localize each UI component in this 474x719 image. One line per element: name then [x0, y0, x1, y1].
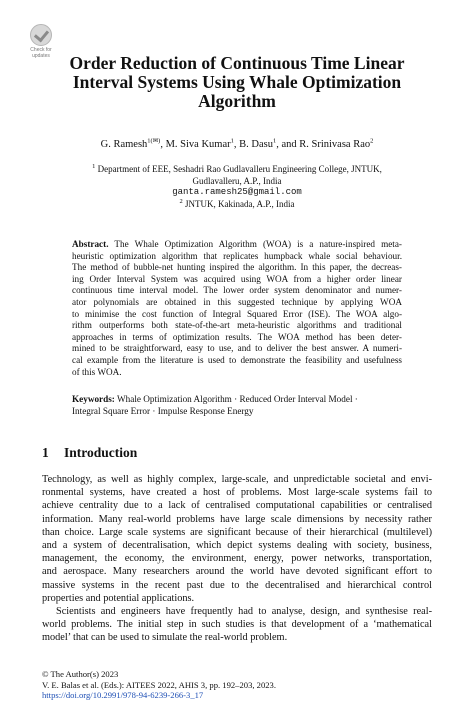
abstract-line: of this WOA.	[72, 366, 122, 377]
affiliation-1-city: Gudlavalleru, A.P., India	[192, 175, 282, 186]
keywords-label: Keywords:	[72, 394, 115, 404]
body-line: achieve centrality due to a lack of centralised computational capabilities or centralised	[42, 500, 432, 512]
abstract-line: to minimise the cost function of Integral Squared Error (ISE). The WOA algo-	[72, 308, 402, 319]
body-line: information. Many real-world problems have large scale dimensions by necessity rather	[42, 513, 432, 525]
paper-title	[60, 54, 414, 111]
keywords-line: Integral Square Error · Impulse Response Energy	[72, 405, 254, 416]
abstract-line: rithm outperforms both state-of-the-art meta-heuristic algorithms and traditional	[72, 320, 402, 331]
abstract-line: ator polynomials are obtained in this suggested technique by applying WOA	[72, 296, 402, 307]
badge-label: Check for updates	[30, 47, 52, 59]
body-line: Technology, as well as highly complex, large-scale, and unpredictable societal and envi-	[42, 474, 432, 485]
check-for-updates-icon	[30, 24, 52, 46]
abstract-line: The method of bubble-net hunting inspired the algorithm. In this paper, the decreas-	[72, 262, 402, 273]
copyright: © The Author(s) 2023	[42, 669, 119, 679]
doi-line	[42, 690, 276, 701]
author-name: , M. Siva Kumar	[160, 139, 231, 150]
abstract-label: Abstract.	[72, 239, 109, 249]
body-line: management, the economy, the environment, energy, power networks, transportation,	[42, 553, 432, 565]
section-number: 1	[42, 445, 49, 460]
body-line: than choice. Large scale systems are significant because of their hierarchical (multilevel)	[42, 526, 432, 538]
abstract-line: heuristic optimization algorithm that replicates humpback whale social behaviour.	[72, 250, 402, 261]
abstract-line: continuous time interval model. The lower order system denominator and numer-	[72, 285, 402, 296]
body-line: properties and potential applications.	[42, 592, 195, 604]
section-heading	[42, 445, 137, 461]
title-line: Interval Systems Using Whale Optimization	[72, 72, 402, 92]
author-list	[40, 138, 434, 151]
body-line: world problems. The initial step in such studies is that development of a ‘mathematical	[42, 619, 432, 631]
author-sup: 1(✉)	[147, 137, 161, 145]
body-text	[42, 473, 432, 645]
author-sup: 2	[370, 137, 374, 145]
footer	[42, 669, 276, 701]
abstract-line: ing Order Interval System was acquired using WOA from a higher order linear	[72, 273, 402, 284]
affiliations	[60, 164, 414, 210]
author-name: , B. Dasu	[233, 139, 273, 150]
doi-link[interactable]: https://doi.org/10.2991/978-94-6239-266-3_17	[42, 690, 204, 701]
body-line: and a system of decentralisation, which depict systems dealing with society, business,	[42, 540, 432, 552]
keywords	[72, 394, 402, 417]
body-line: Scientists and engineers have frequently had to analyse, design, and synthesise real-	[56, 606, 432, 618]
author-name: G. Ramesh	[100, 139, 148, 150]
keywords-line: Keywords: Whale Optimization Algorithm · Reduced Order Interval Model ·	[72, 394, 358, 404]
affiliation-1: $^1$ Department of EEE, Seshadri Rao Gudlavalleru Engineering College, JNTUK,	[92, 163, 382, 174]
abstract-line: mined to be straightforward, easy to use, and to deliver the best answer. A numeri-	[72, 343, 402, 354]
section-title: Introduction	[64, 445, 138, 460]
abstract	[72, 239, 402, 378]
title-line: Algorithm	[198, 91, 276, 111]
citation: V. E. Balas et al. (Eds.): AITEES 2022, AHIS 3, pp. 192–203, 2023.	[42, 679, 277, 690]
check-for-updates-badge[interactable]	[28, 24, 54, 59]
author-sup: 1	[230, 137, 234, 145]
affiliation-2: $^2$ JNTUK, Kakinada, A.P., India	[179, 197, 295, 209]
abstract-line: Abstract. The Whale Optimization Algorithm (WOA) is a nature-inspired meta-	[72, 239, 402, 249]
email-link[interactable]: ganta.ramesh25@gmail.com	[172, 187, 302, 197]
abstract-line: cal example from the literature is used to demonstrate the feasibility and usefulness	[72, 354, 402, 365]
title-line: Order Reduction of Continuous Time Linear	[69, 53, 405, 73]
body-line: massive systems in the recent past due to the decentralised and hierarchical control	[42, 579, 432, 591]
author-name: , and R. Srinivasa Rao	[276, 139, 371, 150]
body-line: model’ that can be used to simulate the real-world problem.	[42, 632, 288, 644]
abstract-line: approaches in terms of optimization results. The WOA method has been deter-	[72, 331, 402, 342]
body-line: ronmental systems, have created a host of problems. Most large-scale systems fail to	[42, 487, 432, 499]
body-line: and aerospace. Many researchers around the world have devoted significant effort to	[42, 566, 432, 578]
author-sup: 1	[272, 137, 277, 145]
